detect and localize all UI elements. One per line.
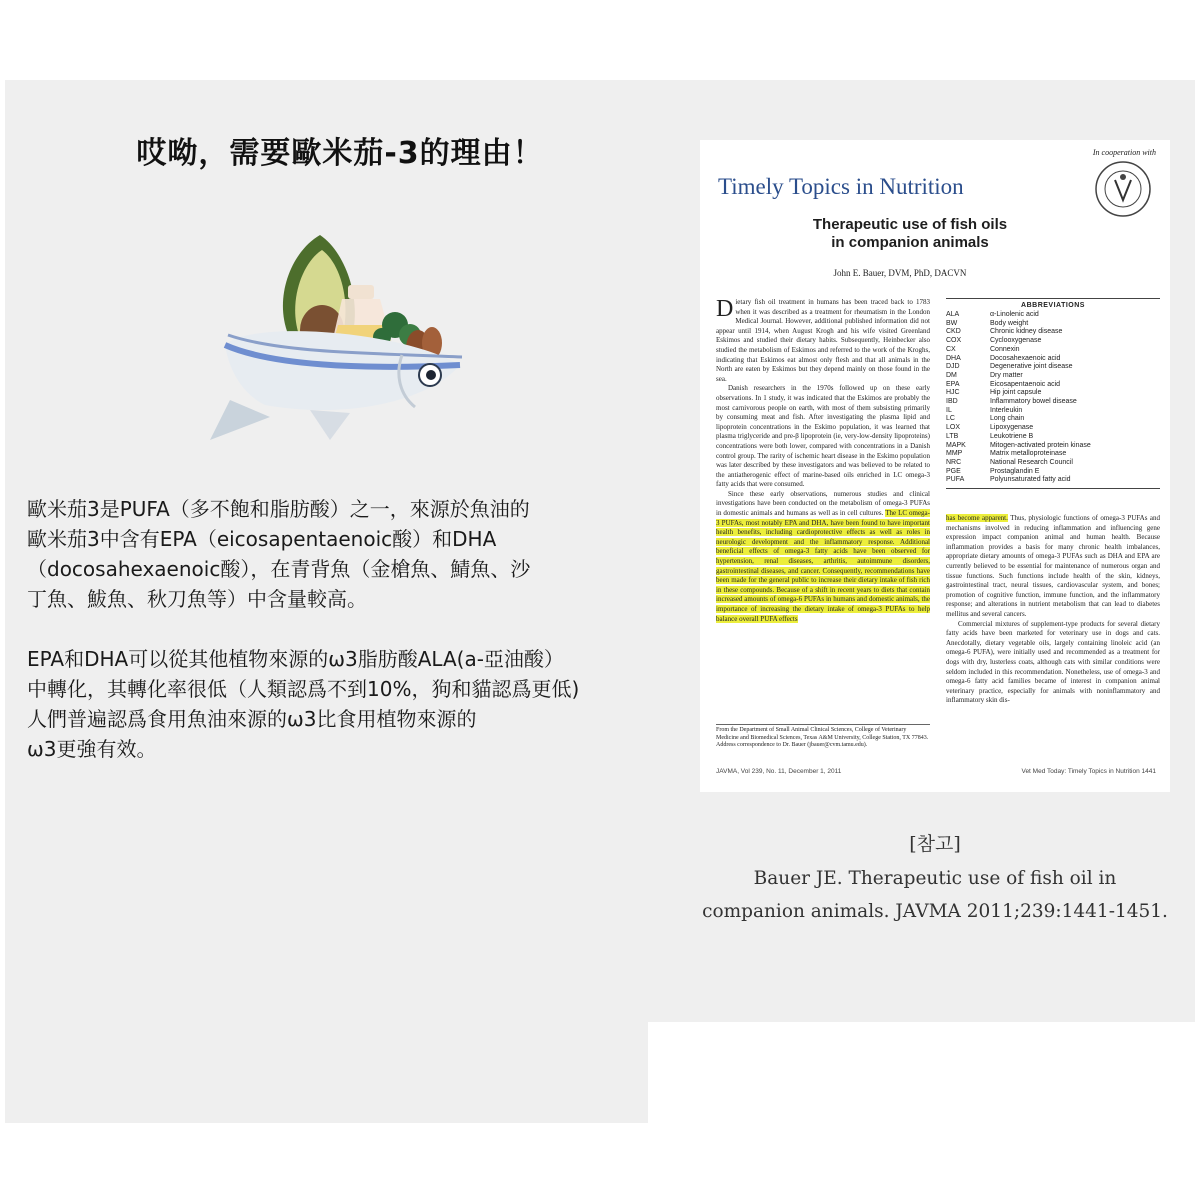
reference-line: companion animals. JAVMA 2011;239:1441-1451. <box>702 901 1168 922</box>
abbreviation-value: Leukotriene B <box>990 432 1034 440</box>
paragraph-1-line: 丁魚、鮁魚、秋刀魚等）中含量較高。 <box>27 587 367 611</box>
author-affiliation: From the Department of Small Animal Clinical Sciences, College of Veterinary Medicine and Biomedical Sciences, Texas A&M University, College Station, TX 77843. Address correspondence to Dr. Bauer (jbauer@cvm.tamu.edu). <box>716 724 930 750</box>
abbreviation-value: National Research Council <box>990 458 1073 466</box>
abbreviation-key: LC <box>946 415 955 423</box>
abbreviation-value: Body weight <box>990 319 1029 327</box>
reference-block <box>700 826 1170 928</box>
journal-article-image <box>700 140 1170 792</box>
abbreviation-row <box>946 311 1160 320</box>
abbreviation-key: BW <box>946 319 958 327</box>
abbreviation-key: COX <box>946 337 962 345</box>
abbreviation-value: Cyclooxygenase <box>990 337 1042 345</box>
article-left-column: Dietary fish oil treatment in humans has been traced back to 1783 when it was described as a treatment for rheumatism in the London Medical Journal. However, additional published information did not appear until 1914, when August Krogh and his wife visited Greenland Eskimos and studied their dietary habits. Subsequently, Heinbecker also studied the metabolism of Eskimos and referred to the work of the Kroghs, indicating that Eskimos eat almost only flesh and that all animals in the North are eaten by Eskimos but they depend mainly on those found in the sea. Danish researchers in the 1970s followed up on these early observations. In 1 study, it was indicated that the Eskimos are probably the most carnivorous people on earth, with most of them subsisting primarily by consuming meat and fish. After investigating the plasma lipid and lipoprotein concentrations in the Eskimo population, it was learned that plasma triglyceride and pre-β lipoprotein (ie, very-low-density lipoproteins) concentrations were both lower, compared with concentrations in a Danish control group. The rarity of ischemic heart disease in the Eskimo population was later described by these investigators and was believed to be related to the antiatherogenic effect of marine-based oils enriched in LC omega-3 fatty acids that were consumed. Since these early observations, numerous studies and clinical investigations have been conducted on the metabolism of omega-3 PUFAs in domestic animals and humans as well as in cell cultures. The LC omega-3 PUFAs, most notably EPA and DHA, have been found to have important health benefits, including cardioprotective effects as well as roles in neurologic development and the inflammatory response. Additional beneficial effects of omega-3 fatty acids have been observed for hypertension, renal diseases, arthritis, autoimmune disorders, gastrointestinal diseases, and cancer. Consequently, recommendations have been made for the general public to increase their dietary intake of fish rich in these compounds. Because of a shift in recent years to diets that contain increased amounts of omega-6 PUFAs in humans and domestic animals, the importance of increasing the dietary intake of omega-3 PUFAs to help balance overall PUFA effects <box>716 296 930 623</box>
article-author: John E. Bauer, DVM, PhD, DACVN <box>833 268 967 278</box>
abbreviation-value: Polyunsaturated fatty acid <box>990 476 1071 484</box>
gray-background-extension <box>5 1022 648 1123</box>
paragraph-2-line: 中轉化，其轉化率很低（人類認爲不到10%，狗和貓認爲更低) <box>27 677 580 701</box>
abbreviation-key: IL <box>946 406 952 414</box>
page-title: 哎呦，需要歐米茄-3的理由！ <box>136 136 544 171</box>
abbreviation-key: DJD <box>946 363 960 371</box>
abbreviation-row <box>946 468 1160 477</box>
abbreviation-key: ALA <box>946 311 960 318</box>
paragraph-1-line: 歐米茄3中含有EPA（eicosapentaenoic酸）和DHA <box>27 527 497 551</box>
abbreviation-key: DHA <box>946 354 961 362</box>
abbreviation-value: Matrix metalloproteinase <box>990 450 1067 458</box>
abbreviation-value: Degenerative joint disease <box>990 363 1073 371</box>
article-right-column: has become apparent. Thus, physiologic functions of omega-3 PUFAs and mechanisms involved in reducing inflammation and influencing gene expression impact companion animal and human health. Because inflammation provides a basis for many chronic health imbalances, appropriate dietary amounts of omega-3 PUFAs such as DHA and EPA are currently believed to be essential for maintenance of numerous organ and tissue functions. Such functions include health of the skin, kidneys, gastrointestinal tract, neural tissues, cardiovascular system, and bones; promotion of cognitive function, immune function, and the inflammatory response; and alterations in nutrient metabolism that can lead to diabetes mellitus and several cancers. Commercial mixtures of supplement-type products for several dietary fatty acids have been marketed for veterinary use in dogs and cats. Anecdotally, dietary vegetable oils, largely containing linoleic acid (an omega-6 PUFA), were initially used and recommended as a treatment for dogs with dry, lusterless coats, although cats with similar conditions were seldom included in this recommendation. Nonetheless, use of omega-3 and omega-6 fatty acid families became of interest in companion animal veterinary practice, especially for animals with noninflammatory and inflammatory skin dis- <box>946 514 1160 705</box>
abbreviation-row <box>946 398 1160 407</box>
body-text <box>27 494 647 764</box>
abbreviation-row <box>946 442 1160 451</box>
abbreviation-row <box>946 415 1160 424</box>
abbreviation-value: Dry matter <box>990 371 1023 379</box>
reference-line: Bauer JE. Therapeutic use of fish oil in <box>753 868 1117 889</box>
paragraph-2-line: EPA和DHA可以從其他植物來源的ω3脂肪酸ALA(a-亞油酸） <box>27 647 564 671</box>
paragraph-1-line: 歐米茄3是PUFA（多不飽和脂肪酸）之一，來源於魚油的 <box>27 497 530 521</box>
abbreviation-key: EPA <box>946 380 960 388</box>
reference-heading: [참고] <box>909 833 961 855</box>
abbreviation-value: Inflammatory bowel disease <box>990 398 1077 406</box>
article-footer <box>716 768 1156 775</box>
abbreviation-row <box>946 433 1160 442</box>
abbreviation-row <box>946 459 1160 468</box>
abbreviation-row <box>946 337 1160 346</box>
abbreviation-value: Lipoxygenase <box>990 424 1034 432</box>
abbreviation-value: Eicosapentaenoic acid <box>990 380 1061 388</box>
abbreviation-row <box>946 346 1160 355</box>
abbreviation-row <box>946 372 1160 381</box>
abbreviation-value: Long chain <box>990 415 1025 423</box>
footer-journal-info: JAVMA, Vol 239, No. 11, December 1, 2011 <box>716 768 842 775</box>
abbreviation-row <box>946 328 1160 337</box>
abbreviation-key: LOX <box>946 424 961 432</box>
drop-cap: D <box>716 296 734 322</box>
abbreviation-key: CX <box>946 345 956 353</box>
abbreviation-row <box>946 355 1160 364</box>
article-title: Therapeutic use of fish oils in companion animals <box>812 216 1008 251</box>
abbreviation-value: Docosahexaenoic acid <box>990 354 1061 362</box>
abbreviation-row <box>946 389 1160 398</box>
abbreviation-value: α-Linolenic acid <box>990 311 1039 318</box>
abbreviation-row <box>946 450 1160 459</box>
abbreviation-value: Chronic kidney disease <box>990 328 1063 336</box>
paragraph-2-line: 人們普遍認爲食用魚油來源的ω3比食用植物來源的 <box>27 707 477 731</box>
abbreviation-row <box>946 320 1160 329</box>
acvn-seal-icon <box>1094 160 1152 218</box>
abbreviation-key: PUFA <box>946 476 965 484</box>
abbreviations-box <box>946 298 1160 489</box>
abbreviation-key: CKD <box>946 328 961 336</box>
fish-avocado-illustration-icon <box>210 225 470 445</box>
abbreviation-value: Prostaglandin E <box>990 467 1040 475</box>
abbreviation-value: Interleukin <box>990 406 1023 414</box>
abbreviation-key: HJC <box>946 389 960 397</box>
abbreviation-key: MAPK <box>946 441 966 449</box>
journal-name: Timely Topics in Nutrition <box>718 174 964 199</box>
paragraph-1-line: （docosahexaenoic酸），在青背魚（金槍魚、鯖魚、沙 <box>27 557 531 581</box>
abbreviation-key: LTB <box>946 432 959 440</box>
abbreviation-row <box>946 424 1160 433</box>
footer-page-info: Vet Med Today: Timely Topics in Nutrition 1441 <box>1021 768 1156 775</box>
abbreviation-row <box>946 363 1160 372</box>
abbreviations-heading: ABBREVIATIONS <box>1021 302 1085 309</box>
highlighted-text: The LC omega-3 PUFAs, most notably EPA and DHA, have been found to have important health benefits, including cardioprotective effects as well as roles in neurologic development and the inflammatory response. Additional beneficial effects of omega-3 fatty acids have been observed for hypertension, renal diseases, arthritis, autoimmune disorders, gastrointestinal diseases, and cancer. Consequently, recommendations have been made for the general public to increase their dietary intake of fish rich in these compounds. Because of a shift in recent years to diets that contain increased amounts of omega-6 PUFAs in humans and domestic animals, the importance of increasing the dietary intake of omega-3 PUFAs to help balance overall PUFA effects <box>716 509 930 623</box>
abbreviation-value: Hip joint capsule <box>990 389 1042 397</box>
paragraph-2-line: ω3更強有效。 <box>27 737 157 761</box>
highlighted-text: has become apparent. <box>946 514 1008 522</box>
abbreviation-row <box>946 407 1160 416</box>
abbreviation-key: NRC <box>946 458 962 466</box>
cooperation-note: In cooperation with <box>1092 148 1156 157</box>
abbreviation-row <box>946 381 1160 390</box>
abbreviation-value: Mitogen-activated protein kinase <box>990 441 1091 449</box>
abbreviation-key: DM <box>946 371 957 379</box>
abbreviation-row <box>946 476 1160 485</box>
abbreviation-key: IBD <box>946 398 958 406</box>
abbreviation-value: Connexin <box>990 345 1020 353</box>
abbreviation-key: PGE <box>946 467 961 475</box>
abbreviation-key: MMP <box>946 450 963 458</box>
